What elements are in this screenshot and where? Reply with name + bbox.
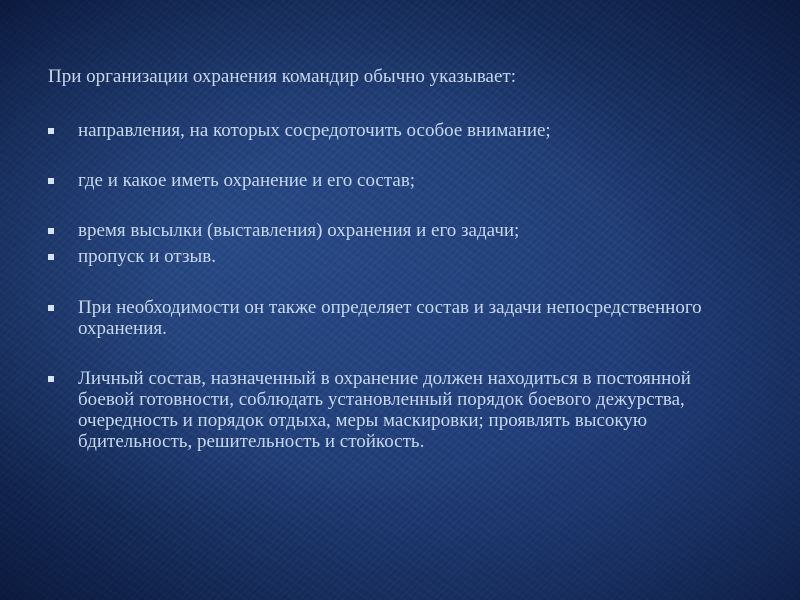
bullet-item-text: При необходимости он также определяет состав и задачи непосредственного охранения. — [78, 297, 702, 339]
bullet-item — [48, 170, 748, 191]
square-bullet-icon — [48, 128, 54, 134]
bullet-item — [48, 246, 748, 267]
bullet-item-text: направления, на которых сосредоточить особое внимание; — [78, 120, 551, 141]
bullet-item — [48, 120, 748, 141]
bullet-item — [48, 297, 748, 339]
square-bullet-icon — [48, 178, 54, 184]
slide-intro: При организации охранения командир обычно указывает: — [48, 66, 516, 87]
bullet-item-text: время высылки (выставления) охранения и его задачи; — [78, 220, 520, 241]
bullet-item-text: пропуск и отзыв. — [78, 246, 216, 267]
square-bullet-icon — [48, 305, 54, 311]
square-bullet-icon — [48, 376, 54, 382]
square-bullet-icon — [48, 254, 54, 260]
bullet-item — [48, 220, 748, 241]
square-bullet-icon — [48, 228, 54, 234]
bullet-item-text: Личный состав, назначенный в охранение должен находиться в постоянной боевой готовности, соблюдать установленный порядок боевого дежурства, очередность и порядок отдыха, меры маскировки; проявлять высокую бдительность, решительность и стойкость. — [78, 368, 691, 452]
bullet-item-text: где и какое иметь охранение и его состав; — [78, 170, 416, 191]
bullet-item — [48, 368, 748, 452]
